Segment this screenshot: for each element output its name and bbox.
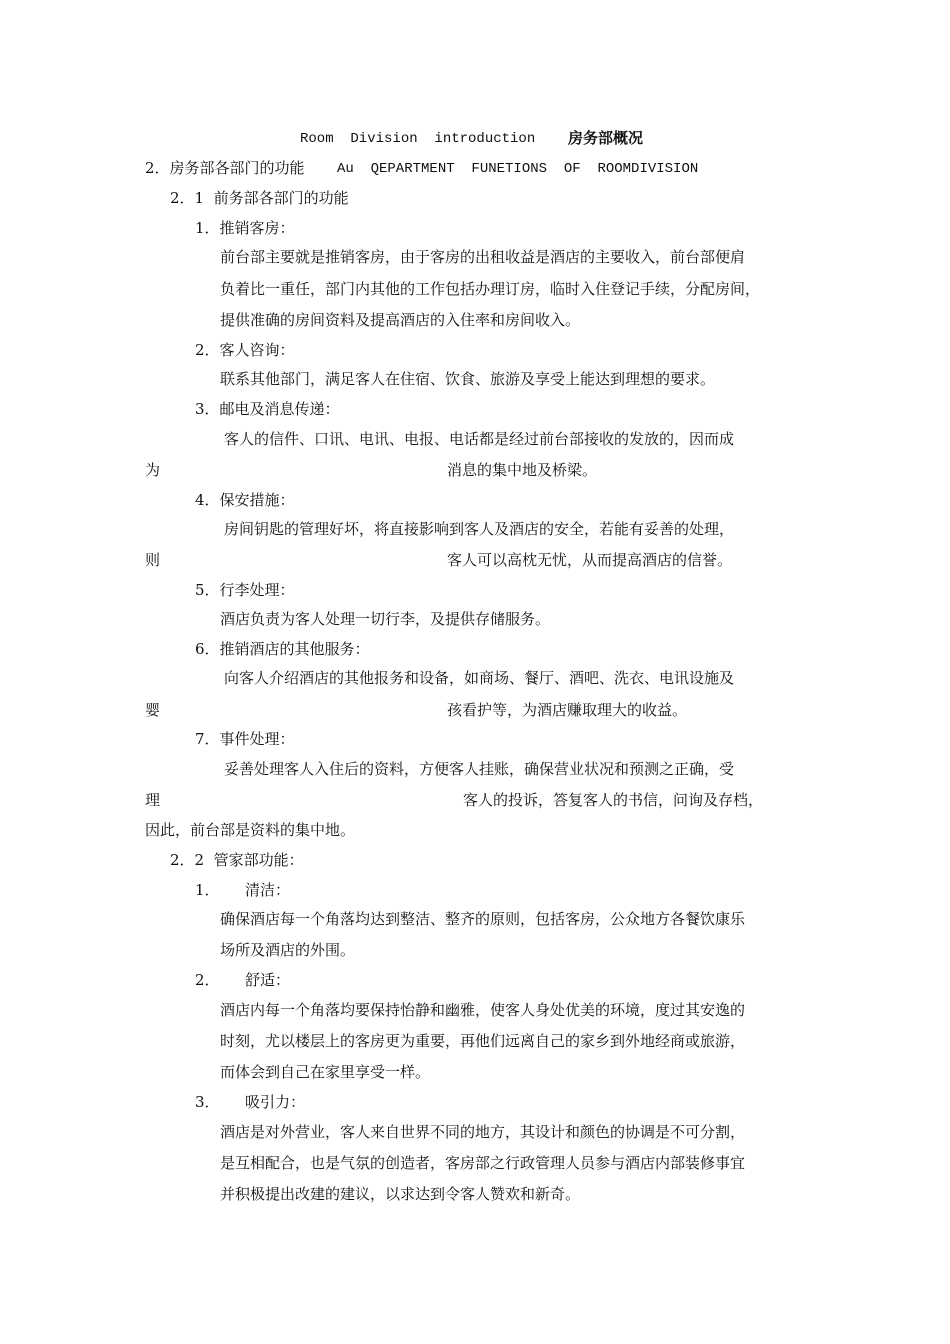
- paragraph-line: 提供准确的房间资料及提高酒店的入住率和房间收入。: [220, 311, 581, 329]
- paragraph-line: 孩看护等，为酒店赚取理大的收益。: [447, 701, 688, 719]
- paragraph-line: 酒店是对外营业，客人来自世界不同的地方，其设计和颜色的协调是不可分割，: [220, 1123, 746, 1141]
- page-title-english: Room Division introduction: [300, 131, 536, 147]
- paragraph-line: 客人可以高枕无忧，从而提高酒店的信誉。: [447, 551, 733, 569]
- section-heading-chinese: 2．房务部各部门的功能: [145, 159, 305, 177]
- item-label: 5．行李处理：: [195, 581, 295, 599]
- item-label: 3．邮电及消息传递：: [195, 400, 340, 418]
- item-number: 1．: [195, 881, 220, 899]
- paragraph-line: 客人的信件、口讯、电讯、电报、电话都是经过前台部接收的发放的，因而成: [224, 430, 735, 448]
- item-label: 吸引力：: [245, 1093, 306, 1111]
- paragraph-line: 酒店内每一个角落均要保持怡静和幽雅，使客人身处优美的环境，度过其安逸的: [220, 1001, 746, 1019]
- paragraph-wrap-char: 理: [145, 791, 161, 809]
- subsection-heading-2-2: 2．2 管家部功能：: [170, 851, 304, 869]
- item-label: 舒适：: [245, 971, 291, 989]
- paragraph-line: 酒店负责为客人处理一切行李，及提供存储服务。: [220, 610, 551, 628]
- paragraph-line: 因此，前台部是资料的集中地。: [145, 821, 356, 839]
- item-label: 清洁：: [245, 881, 291, 899]
- paragraph-line: 而体会到自己在家里享受一样。: [220, 1063, 431, 1081]
- paragraph-line: 房间钥匙的管理好坏，将直接影响到客人及酒店的安全，若能有妥善的处理，: [224, 520, 735, 538]
- item-label: 1．推销客房：: [195, 219, 295, 237]
- paragraph-line: 向客人介绍酒店的其他报务和设备，如商场、餐厅、酒吧、洗衣、电讯设施及: [224, 669, 735, 687]
- paragraph-line: 妥善处理客人入住后的资料，方便客人挂账，确保营业状况和预测之正确，受: [224, 760, 735, 778]
- paragraph-line: 并积极提出改建的建议，以求达到令客人赞欢和新奇。: [220, 1185, 581, 1203]
- paragraph-wrap-char: 为: [145, 461, 161, 479]
- item-number: 2．: [195, 971, 220, 989]
- paragraph-line: 场所及酒店的外围。: [220, 941, 356, 959]
- item-label: 7．事件处理：: [195, 730, 295, 748]
- paragraph-line: 是互相配合，也是气氛的创造者，客房部之行政管理人员参与酒店内部装修事宜: [220, 1154, 746, 1172]
- item-label: 4．保安措施：: [195, 491, 295, 509]
- paragraph-line: 前台部主要就是推销客房，由于客房的出租收益是酒店的主要收入，前台部便肩: [220, 248, 746, 266]
- paragraph-wrap-char: 婴: [145, 701, 161, 719]
- page-title-chinese: 房务部概况: [568, 129, 644, 147]
- paragraph-line: 时刻，尤以楼层上的客房更为重要，再他们远离自己的家乡到外地经商或旅游，: [220, 1032, 746, 1050]
- paragraph-wrap-char: 则: [145, 551, 161, 569]
- subsection-heading-2-1: 2．1 前务部各部门的功能: [170, 189, 349, 207]
- item-number: 3．: [195, 1093, 220, 1111]
- section-heading-english: Au QEPARTMENT FUNETIONS OF ROOMDIVISION: [337, 161, 699, 177]
- item-label: 6．推销酒店的其他服务：: [195, 640, 370, 658]
- paragraph-line: 客人的投诉，答复客人的书信，问询及存档，: [463, 791, 764, 809]
- item-label: 2．客人咨询：: [195, 341, 295, 359]
- paragraph-line: 确保酒店每一个角落均达到整洁、整齐的原则，包括客房，公众地方各餐饮康乐: [220, 910, 746, 928]
- paragraph-line: 负着比一重任，部门内其他的工作包括办理订房，临时入住登记手续，分配房间，: [220, 280, 761, 298]
- paragraph-line: 消息的集中地及桥梁。: [447, 461, 598, 479]
- paragraph-line: 联系其他部门，满足客人在住宿、饮食、旅游及享受上能达到理想的要求。: [220, 370, 716, 388]
